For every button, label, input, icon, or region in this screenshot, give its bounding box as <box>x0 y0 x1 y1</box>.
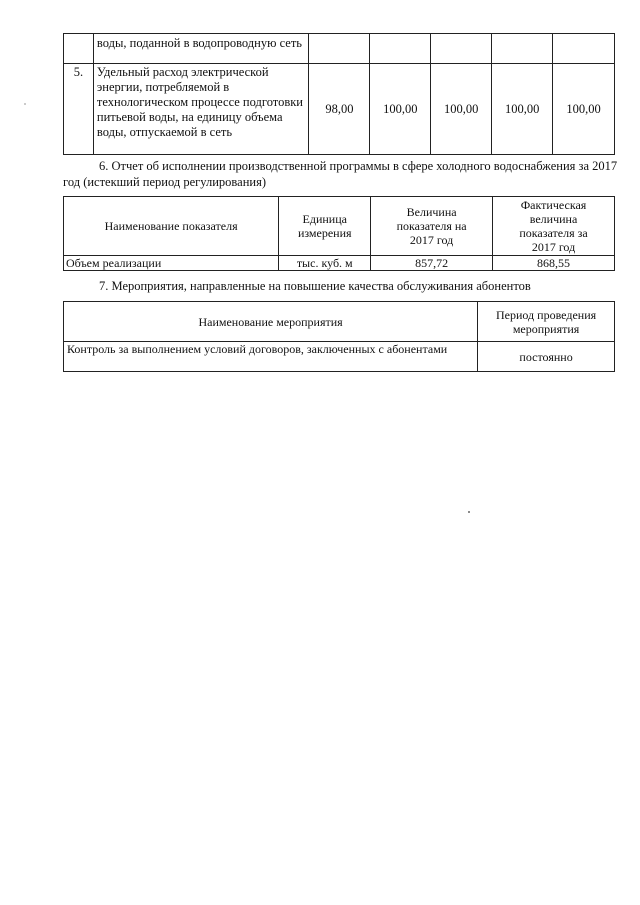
header-name: Наименование мероприятия <box>64 302 478 342</box>
row-planned: 857,72 <box>371 256 493 271</box>
value-cell: 100,00 <box>431 64 492 155</box>
empty-cell <box>492 34 553 64</box>
section-7-heading: 7. Мероприятия, направленные на повышение качества обслуживания абонентов <box>99 279 531 293</box>
value-cell: 100,00 <box>370 64 431 155</box>
header-name: Наименование показателя <box>64 197 279 256</box>
indicators-table <box>63 33 615 155</box>
scan-speck <box>468 511 470 513</box>
table-row <box>64 256 615 271</box>
empty-cell <box>309 34 370 64</box>
header-planned: Величина показателя на 2017 год <box>371 197 493 256</box>
report-table <box>63 196 615 271</box>
table-header-row <box>64 197 615 256</box>
row-number: 5. <box>64 64 94 155</box>
table-row <box>64 342 615 372</box>
empty-cell <box>370 34 431 64</box>
table-row <box>64 64 615 155</box>
row-actual: 868,55 <box>493 256 615 271</box>
table-header-row <box>64 302 615 342</box>
header-unit: Единица измерения <box>279 197 371 256</box>
header-period: Период проведения мероприятия <box>478 302 615 342</box>
header-actual: Фактическая величина показателя за 2017 год <box>493 197 615 256</box>
scan-speck <box>24 103 26 105</box>
measures-table <box>63 301 615 372</box>
empty-cell <box>431 34 492 64</box>
row-description: Удельный расход электрической энергии, потребляемой в технологическом процессе подготовки питьевой воды, на единицу объема воды, отпускаемой в сеть <box>93 64 309 155</box>
empty-cell <box>553 34 615 64</box>
table-row <box>64 34 615 64</box>
row-unit: тыс. куб. м <box>279 256 371 271</box>
row-name: Объем реализации <box>64 256 279 271</box>
value-cell: 100,00 <box>492 64 553 155</box>
value-cell: 98,00 <box>309 64 370 155</box>
row-number-cell <box>64 34 94 64</box>
continuation-text: воды, поданной в водопроводную сеть <box>93 34 309 64</box>
row-period: постоянно <box>478 342 615 372</box>
value-cell: 100,00 <box>553 64 615 155</box>
row-name: Контроль за выполнением условий договоров, заключенных с абонентами <box>64 342 478 372</box>
section-6-heading: 6. Отчет об исполнении производственной программы в сфере холодного водоснабжения за 2017 год (истекший период регулирования) <box>63 159 618 189</box>
